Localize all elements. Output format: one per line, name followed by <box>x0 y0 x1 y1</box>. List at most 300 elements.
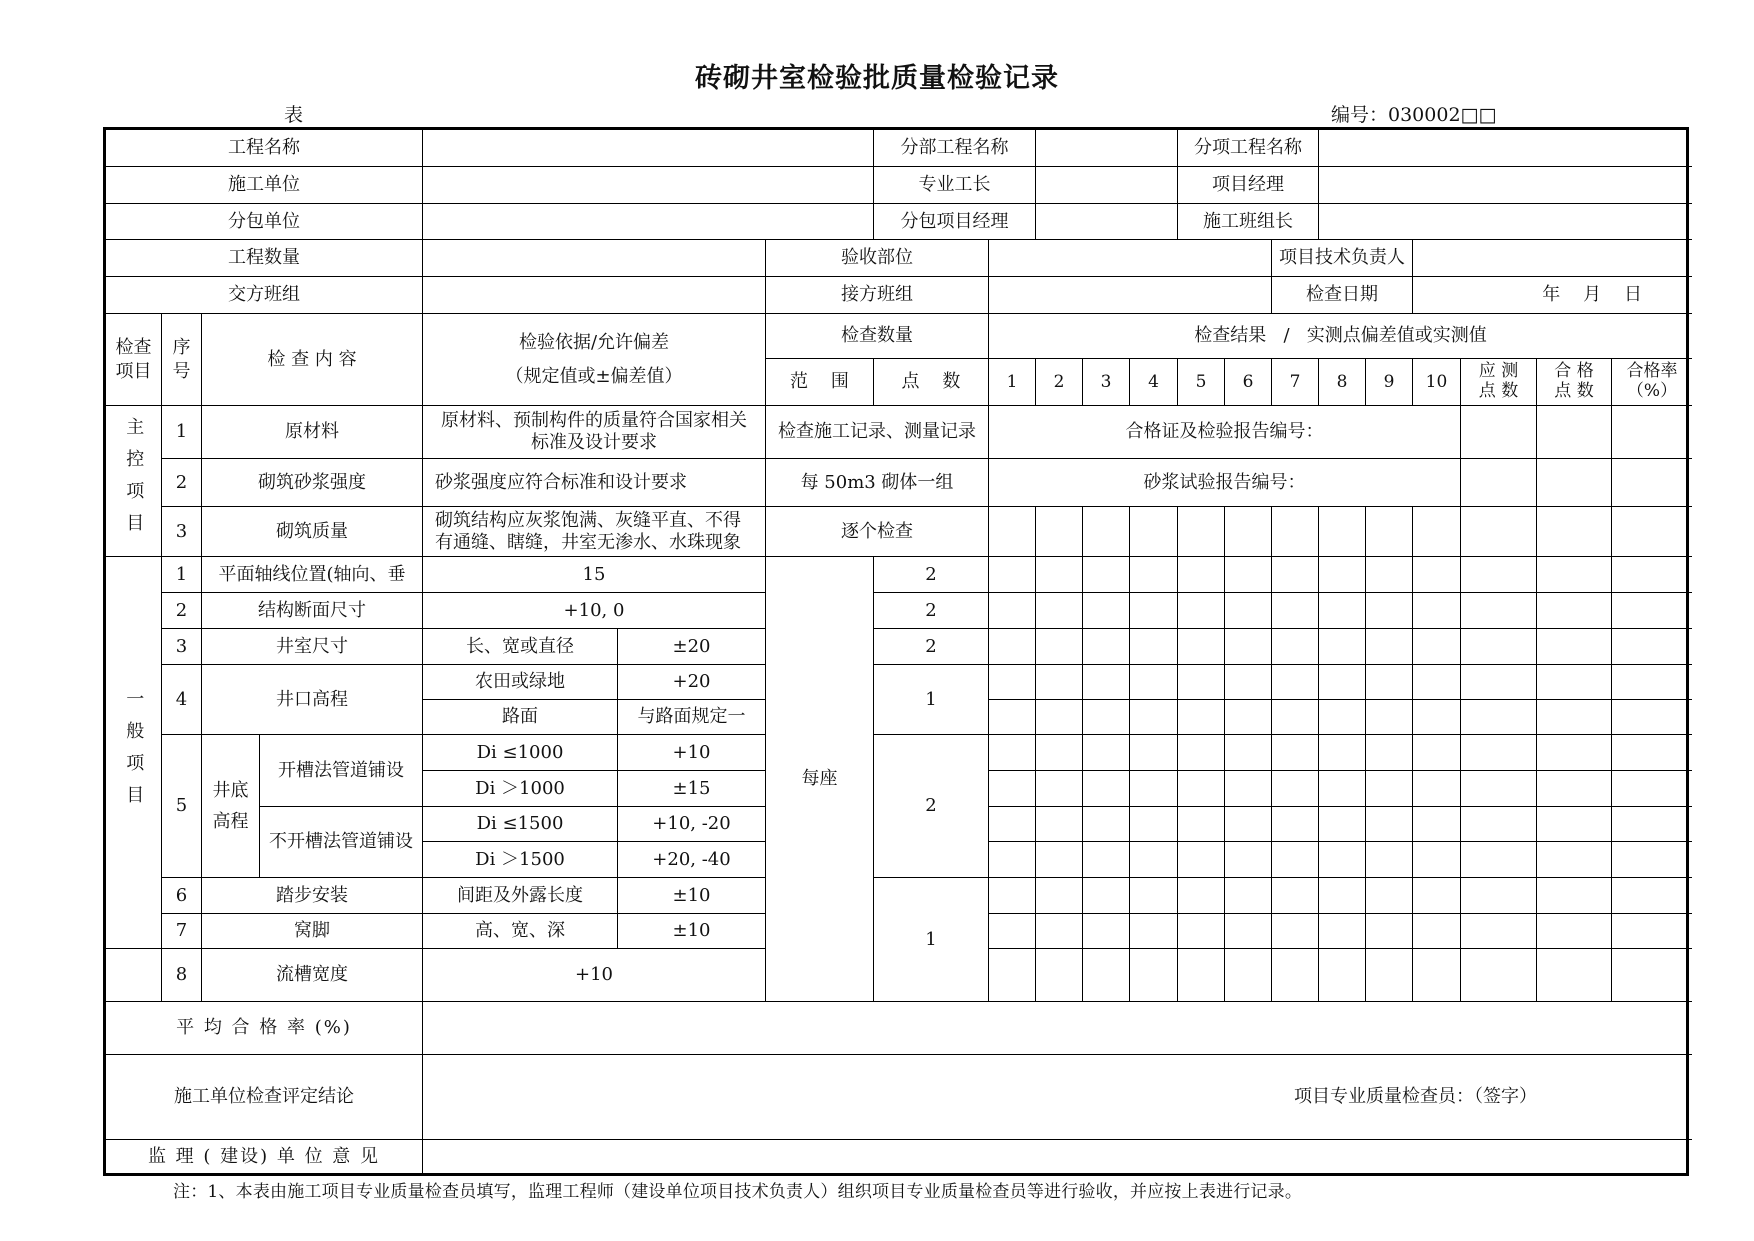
main-should-2[interactable] <box>1461 459 1537 507</box>
result-cell[interactable] <box>1319 557 1366 593</box>
project-manager-field[interactable] <box>1319 167 1692 204</box>
qualified-points-cell[interactable] <box>1537 914 1612 949</box>
gen-value-7: ±10 <box>618 914 766 949</box>
result-cell[interactable] <box>989 914 1036 949</box>
result-cell[interactable] <box>1036 665 1083 700</box>
result-col-5: 5 <box>1178 359 1225 406</box>
form-title: 砖砌井室检验批质量检验记录 <box>695 63 1059 94</box>
result-cell[interactable] <box>1225 807 1272 842</box>
pass-rate-cell[interactable] <box>1612 700 1692 735</box>
main-content-2: 砌筑砂浆强度 <box>202 459 423 507</box>
main-seq-3: 3 <box>162 507 202 557</box>
supervision-label: 监 理 ( 建设) 单 位 意 见 <box>106 1140 423 1173</box>
result-cell[interactable] <box>1366 700 1413 735</box>
should-points-cell[interactable] <box>1461 700 1537 735</box>
subcontract-unit-label: 分包单位 <box>106 204 423 240</box>
result-cell[interactable] <box>1083 557 1130 593</box>
result-cell[interactable] <box>1036 807 1083 842</box>
gen-points-3: 2 <box>874 629 989 665</box>
pass-rate-text: 合格率（%） <box>1626 361 1678 401</box>
result-cell[interactable] <box>1083 914 1130 949</box>
result-cell[interactable] <box>1366 629 1413 665</box>
result-cell[interactable] <box>1225 735 1272 771</box>
result-cell[interactable] <box>1178 665 1225 700</box>
result-cell[interactable] <box>989 735 1036 771</box>
result-cell[interactable] <box>1036 914 1083 949</box>
result-cell[interactable] <box>1178 842 1225 878</box>
main-result-1[interactable]: 合格证及检验报告编号： <box>989 406 1461 459</box>
result-cell[interactable] <box>989 557 1036 593</box>
result-cell[interactable] <box>1413 629 1461 665</box>
result-cell[interactable] <box>1225 771 1272 807</box>
qualified-points-cell[interactable] <box>1537 700 1612 735</box>
result-cell[interactable] <box>1413 807 1461 842</box>
main-rate-2[interactable] <box>1612 459 1692 507</box>
pass-rate-cell[interactable] <box>1612 665 1692 700</box>
result-cell[interactable] <box>1319 700 1366 735</box>
result-cell[interactable] <box>1130 878 1178 914</box>
result-cell[interactable] <box>1178 629 1225 665</box>
division-name-label: 分部工程名称 <box>874 130 1036 167</box>
form-code: 编号：030002□□ <box>1331 104 1497 126</box>
result-cell[interactable] <box>1413 771 1461 807</box>
result-col-2: 2 <box>1036 359 1083 406</box>
gen-content-6: 踏步安装 <box>202 878 423 914</box>
gen-content-1: 平面轴线位置(轴向、垂 <box>202 557 423 593</box>
gen-content-5-text: 井底高程 <box>212 779 249 832</box>
tech-lead-label: 项目技术负责人 <box>1272 240 1413 277</box>
result-cell[interactable] <box>1036 949 1083 1002</box>
result-cell[interactable] <box>1225 914 1272 949</box>
table-prefix-label: 表 <box>284 104 304 126</box>
result-cell[interactable] <box>1130 700 1178 735</box>
result-cell[interactable] <box>1319 914 1366 949</box>
result-cell[interactable] <box>1319 771 1366 807</box>
result-cell[interactable] <box>1036 878 1083 914</box>
pass-rate-cell[interactable] <box>1612 735 1692 771</box>
gen-value-5a1: +10 <box>618 735 766 771</box>
gen-sub-5a1: Di ≤1000 <box>423 735 618 771</box>
result-cell[interactable] <box>1272 949 1319 1002</box>
result-cell[interactable] <box>1225 878 1272 914</box>
general-label <box>106 557 162 949</box>
result-cell[interactable] <box>1083 949 1130 1002</box>
result-cell[interactable] <box>1272 629 1319 665</box>
main-seq-1: 1 <box>162 406 202 459</box>
gen-points-1: 2 <box>874 557 989 593</box>
result-cell[interactable] <box>989 878 1036 914</box>
engineer-sign <box>435 1172 606 1173</box>
check-qty-header: 检查数量 <box>766 314 989 359</box>
should-points-cell[interactable] <box>1461 771 1537 807</box>
result-cell[interactable] <box>1130 557 1178 593</box>
gen-group-5b: 不开槽法管道铺设 <box>260 807 423 878</box>
result-cell[interactable] <box>989 771 1036 807</box>
avg-rate-field[interactable] <box>423 1002 1692 1055</box>
result-cell[interactable] <box>1130 629 1178 665</box>
result-cell[interactable] <box>1366 842 1413 878</box>
gen-content-5 <box>202 735 260 878</box>
result-cell[interactable] <box>1178 949 1225 1002</box>
result-cell[interactable] <box>989 507 1036 557</box>
result-cell[interactable] <box>1036 593 1083 629</box>
result-cell[interactable] <box>1225 507 1272 557</box>
pass-rate-cell[interactable] <box>1612 557 1692 593</box>
result-col-10: 10 <box>1413 359 1461 406</box>
gen-value-5b2: +20, -40 <box>618 842 766 878</box>
gen-points-678: 1 <box>874 878 989 1002</box>
supervision-field[interactable] <box>423 1140 1692 1173</box>
result-cell[interactable] <box>1083 700 1130 735</box>
result-cell[interactable] <box>1272 665 1319 700</box>
should-points-cell[interactable] <box>1461 735 1537 771</box>
gen-points-4: 1 <box>874 665 989 735</box>
result-cell[interactable] <box>1319 735 1366 771</box>
result-cell[interactable] <box>1083 807 1130 842</box>
result-cell[interactable] <box>1225 700 1272 735</box>
result-cell[interactable] <box>1178 807 1225 842</box>
result-cell[interactable] <box>1272 507 1319 557</box>
should-points-cell[interactable] <box>1461 878 1537 914</box>
result-cell[interactable] <box>989 949 1036 1002</box>
result-cell[interactable] <box>1083 665 1130 700</box>
subcontract-pm-field[interactable] <box>1036 204 1178 240</box>
should-points-cell[interactable] <box>1461 807 1537 842</box>
result-cell[interactable] <box>1225 842 1272 878</box>
result-cell[interactable] <box>1036 735 1083 771</box>
should-points-text: 应 测 点 数 <box>1478 361 1519 401</box>
subitem-name-label: 分项工程名称 <box>1178 130 1319 167</box>
general-label-tail <box>106 949 162 1002</box>
footnote: 注：1、本表由施工项目专业质量检查员填写，监理工程师（建设单位项目技术负责人）组织项目专业质量检查员等进行验收，并应按上表进行记录。 <box>173 1182 1303 1202</box>
result-cell[interactable] <box>1319 629 1366 665</box>
pass-rate-cell[interactable] <box>1612 593 1692 629</box>
pass-rate-cell[interactable] <box>1612 807 1692 842</box>
result-cell[interactable] <box>1036 629 1083 665</box>
gen-value-5a2: ±15 <box>618 771 766 807</box>
result-cell[interactable] <box>1036 557 1083 593</box>
result-cell[interactable] <box>1083 878 1130 914</box>
gen-seq-2: 2 <box>162 593 202 629</box>
main-basis-2: 砂浆强度应符合标准和设计要求 <box>423 459 766 507</box>
gen-sub-4b: 路面 <box>423 700 618 735</box>
should-points-header <box>1461 359 1537 406</box>
gen-content-7: 窝脚 <box>202 914 423 949</box>
result-cell[interactable] <box>989 700 1036 735</box>
receiving-team-field[interactable] <box>989 277 1272 314</box>
result-cell[interactable] <box>989 665 1036 700</box>
main-qualified-2[interactable] <box>1537 459 1612 507</box>
gen-range-all: 每座 <box>766 557 874 1002</box>
subcontract-unit-field[interactable] <box>423 204 874 240</box>
result-cell[interactable] <box>1225 557 1272 593</box>
result-cell[interactable] <box>1225 593 1272 629</box>
handover-team-field[interactable] <box>423 277 766 314</box>
handover-team-label: 交方班组 <box>106 277 423 314</box>
gen-content-8: 流槽宽度 <box>202 949 423 1002</box>
acceptance-part-field[interactable] <box>989 240 1272 277</box>
check-item-header-text: 检查项目 <box>115 337 152 382</box>
construction-unit-field[interactable] <box>423 167 874 204</box>
result-cell[interactable] <box>1319 507 1366 557</box>
basis-header-title: 检验依据/允许偏差 <box>518 332 670 354</box>
result-cell[interactable] <box>1366 735 1413 771</box>
result-cell[interactable] <box>1272 557 1319 593</box>
qualified-points-cell[interactable] <box>1537 842 1612 878</box>
result-cell[interactable] <box>1319 593 1366 629</box>
result-cell[interactable] <box>1366 593 1413 629</box>
qualified-points-cell[interactable] <box>1537 771 1612 807</box>
should-points-cell[interactable] <box>1461 665 1537 700</box>
main-check-2: 每 50m3 砌体一组 <box>766 459 989 507</box>
project-manager-label: 项目经理 <box>1178 167 1319 204</box>
result-cell[interactable] <box>989 842 1036 878</box>
result-cell[interactable] <box>1036 842 1083 878</box>
result-cell[interactable] <box>1413 665 1461 700</box>
gen-sub-6: 间距及外露长度 <box>423 878 618 914</box>
main-basis-3: 砌筑结构应灰浆饱满、灰缝平直、不得有通缝、瞎缝，井室无渗水、水珠现象 <box>423 507 766 557</box>
gen-points-5: 2 <box>874 735 989 878</box>
should-points-cell[interactable] <box>1461 557 1537 593</box>
should-points-cell[interactable] <box>1461 629 1537 665</box>
result-cell[interactable] <box>1366 878 1413 914</box>
main-basis-1: 原材料、预制构件的质量符合国家相关标准及设计要求 <box>423 406 766 459</box>
result-cell[interactable] <box>1083 629 1130 665</box>
pass-rate-cell[interactable] <box>1612 949 1692 1002</box>
result-cell[interactable] <box>1366 914 1413 949</box>
conclusion-field[interactable] <box>423 1055 1692 1140</box>
gen-value-8: +10 <box>423 949 766 1002</box>
gen-value-5b1: +10, -20 <box>618 807 766 842</box>
result-cell[interactable] <box>1178 593 1225 629</box>
result-cell[interactable] <box>1225 629 1272 665</box>
result-cell[interactable] <box>1272 914 1319 949</box>
result-cell[interactable] <box>1319 878 1366 914</box>
should-points-cell[interactable] <box>1461 507 1537 557</box>
result-col-6: 6 <box>1225 359 1272 406</box>
result-cell[interactable] <box>989 629 1036 665</box>
result-cell[interactable] <box>1366 507 1413 557</box>
result-cell[interactable] <box>1413 557 1461 593</box>
pass-rate-header <box>1612 359 1692 406</box>
result-cell[interactable] <box>1178 735 1225 771</box>
team-leader-field[interactable] <box>1319 204 1692 240</box>
result-cell[interactable] <box>1083 735 1130 771</box>
result-cell[interactable] <box>1319 842 1366 878</box>
result-cell[interactable] <box>1130 842 1178 878</box>
gen-sub-3: 长、宽或直径 <box>423 629 618 665</box>
result-cell[interactable] <box>1366 807 1413 842</box>
qualified-points-cell[interactable] <box>1537 878 1612 914</box>
seq-header-text: 序号 <box>172 337 191 382</box>
gen-sub-7: 高、宽、深 <box>423 914 618 949</box>
result-col-7: 7 <box>1272 359 1319 406</box>
result-cell[interactable] <box>1178 914 1225 949</box>
pass-rate-cell[interactable] <box>1612 842 1692 878</box>
result-cell[interactable] <box>1413 593 1461 629</box>
qc-inspector-sign: 项目专业质量检查员：（签字） <box>1294 1086 1537 1108</box>
result-cell[interactable] <box>1130 507 1178 557</box>
main-control-label <box>106 406 162 557</box>
quantity-field[interactable] <box>423 240 766 277</box>
main-should-1[interactable] <box>1461 406 1537 459</box>
pass-rate-cell[interactable] <box>1612 629 1692 665</box>
result-cell[interactable] <box>1366 557 1413 593</box>
result-header: 检查结果 / 实测点偏差值或实测值 <box>989 314 1692 359</box>
seq-header <box>162 314 202 406</box>
qualified-points-text: 合 格 点 数 <box>1554 361 1594 401</box>
should-points-cell[interactable] <box>1461 593 1537 629</box>
qualified-points-cell[interactable] <box>1537 665 1612 700</box>
conclusion-label: 施工单位检查评定结论 <box>106 1055 423 1140</box>
gen-seq-8: 8 <box>162 949 202 1002</box>
gen-sub-5b1: Di ≤1500 <box>423 807 618 842</box>
qualified-points-cell[interactable] <box>1537 593 1612 629</box>
main-result-2[interactable]: 砂浆试验报告编号： <box>989 459 1461 507</box>
basis-header <box>423 314 766 406</box>
gen-content-2: 结构断面尺寸 <box>202 593 423 629</box>
result-cell[interactable] <box>1413 949 1461 1002</box>
pass-rate-cell[interactable] <box>1612 914 1692 949</box>
result-cell[interactable] <box>1178 557 1225 593</box>
main-rate-1[interactable] <box>1612 406 1692 459</box>
result-col-8: 8 <box>1319 359 1366 406</box>
qualified-points-cell[interactable] <box>1537 735 1612 771</box>
gen-value-4b: 与路面规定一 <box>618 700 766 735</box>
gen-group-5a: 开槽法管道铺设 <box>260 735 423 807</box>
division-name-field[interactable] <box>1036 130 1178 167</box>
result-col-3: 3 <box>1083 359 1130 406</box>
result-cell[interactable] <box>989 807 1036 842</box>
gen-seq-4: 4 <box>162 665 202 735</box>
should-points-cell[interactable] <box>1461 842 1537 878</box>
result-cell[interactable] <box>1413 878 1461 914</box>
pass-rate-cell[interactable] <box>1612 878 1692 914</box>
result-cell[interactable] <box>1178 771 1225 807</box>
main-control-label-text: 主控项目 <box>123 417 145 545</box>
gen-content-3: 井室尺寸 <box>202 629 423 665</box>
gen-seq-5: 5 <box>162 735 202 878</box>
subitem-name-field[interactable] <box>1319 130 1692 167</box>
result-cell[interactable] <box>1178 507 1225 557</box>
team-leader-label: 施工班组长 <box>1178 204 1319 240</box>
result-cell[interactable] <box>1272 735 1319 771</box>
result-cell[interactable] <box>1366 949 1413 1002</box>
qualified-points-cell[interactable] <box>1537 949 1612 1002</box>
result-cell[interactable] <box>1413 507 1461 557</box>
check-item-header <box>106 314 162 406</box>
points-header: 点 数 <box>874 359 989 406</box>
result-cell[interactable] <box>1036 771 1083 807</box>
result-cell[interactable] <box>1413 914 1461 949</box>
should-points-cell[interactable] <box>1461 949 1537 1002</box>
gen-seq-3: 3 <box>162 629 202 665</box>
main-check-1: 检查施工记录、测量记录 <box>766 406 989 459</box>
construction-unit-label: 施工单位 <box>106 167 423 204</box>
result-cell[interactable] <box>1272 807 1319 842</box>
result-cell[interactable] <box>1036 507 1083 557</box>
result-cell[interactable] <box>989 593 1036 629</box>
gen-seq-7: 7 <box>162 914 202 949</box>
main-qualified-1[interactable] <box>1537 406 1612 459</box>
result-cell[interactable] <box>1272 878 1319 914</box>
receiving-team-label: 接方班组 <box>766 277 989 314</box>
qualified-points-cell[interactable] <box>1537 807 1612 842</box>
project-name-field[interactable] <box>423 130 874 167</box>
result-cell[interactable] <box>1130 771 1178 807</box>
result-cell[interactable] <box>1413 700 1461 735</box>
result-cell[interactable] <box>1130 735 1178 771</box>
result-cell[interactable] <box>1130 593 1178 629</box>
result-cell[interactable] <box>1225 949 1272 1002</box>
gen-sub-5b2: Di ＞1500 <box>423 842 618 878</box>
result-cell[interactable] <box>1413 735 1461 771</box>
result-cell[interactable] <box>1225 665 1272 700</box>
result-cell[interactable] <box>1083 507 1130 557</box>
project-name-label: 工程名称 <box>106 130 423 167</box>
quantity-label: 工程数量 <box>106 240 423 277</box>
result-cell[interactable] <box>1130 665 1178 700</box>
qualified-points-cell[interactable] <box>1537 557 1612 593</box>
result-cell[interactable] <box>1272 593 1319 629</box>
qualified-points-header <box>1537 359 1612 406</box>
result-cell[interactable] <box>1319 665 1366 700</box>
result-cell[interactable] <box>1272 771 1319 807</box>
result-cell[interactable] <box>1130 914 1178 949</box>
main-seq-2: 2 <box>162 459 202 507</box>
result-cell[interactable] <box>1036 700 1083 735</box>
result-cell[interactable] <box>1319 949 1366 1002</box>
result-cell[interactable] <box>1413 842 1461 878</box>
basis-header-sub: （规定值或±偏差值） <box>505 365 683 387</box>
result-cell[interactable] <box>1130 807 1178 842</box>
subcontract-pm-label: 分包项目经理 <box>874 204 1036 240</box>
result-cell[interactable] <box>1272 842 1319 878</box>
check-date-label: 检查日期 <box>1272 277 1413 314</box>
result-cell[interactable] <box>1083 593 1130 629</box>
result-cell[interactable] <box>1083 771 1130 807</box>
result-cell[interactable] <box>1178 878 1225 914</box>
result-col-4: 4 <box>1130 359 1178 406</box>
result-cell[interactable] <box>1366 771 1413 807</box>
result-cell[interactable] <box>1319 807 1366 842</box>
result-cell[interactable] <box>1130 949 1178 1002</box>
site-foreman-field[interactable] <box>1036 167 1178 204</box>
gen-value-6: ±10 <box>618 878 766 914</box>
result-cell[interactable] <box>1178 700 1225 735</box>
result-cell[interactable] <box>1366 665 1413 700</box>
site-foreman-label: 专业工长 <box>874 167 1036 204</box>
result-col-9: 9 <box>1366 359 1413 406</box>
result-cell[interactable] <box>1083 842 1130 878</box>
gen-content-4: 井口高程 <box>202 665 423 735</box>
pass-rate-cell[interactable] <box>1612 771 1692 807</box>
gen-value-2: +10, 0 <box>423 593 766 629</box>
should-points-cell[interactable] <box>1461 914 1537 949</box>
gen-value-3: ±20 <box>618 629 766 665</box>
result-cell[interactable] <box>1272 700 1319 735</box>
gen-seq-6: 6 <box>162 878 202 914</box>
gen-value-1: 15 <box>423 557 766 593</box>
tech-lead-field[interactable] <box>1413 240 1692 277</box>
check-date-field[interactable]: 年 月 日 <box>1413 277 1692 314</box>
qualified-points-cell[interactable] <box>1537 629 1612 665</box>
inspection-form-table <box>103 127 1689 1176</box>
qualified-points-cell[interactable] <box>1537 507 1612 557</box>
gen-sub-4a: 农田或绿地 <box>423 665 618 700</box>
pass-rate-cell[interactable] <box>1612 507 1692 557</box>
content-header: 检 查 内 容 <box>202 314 423 406</box>
